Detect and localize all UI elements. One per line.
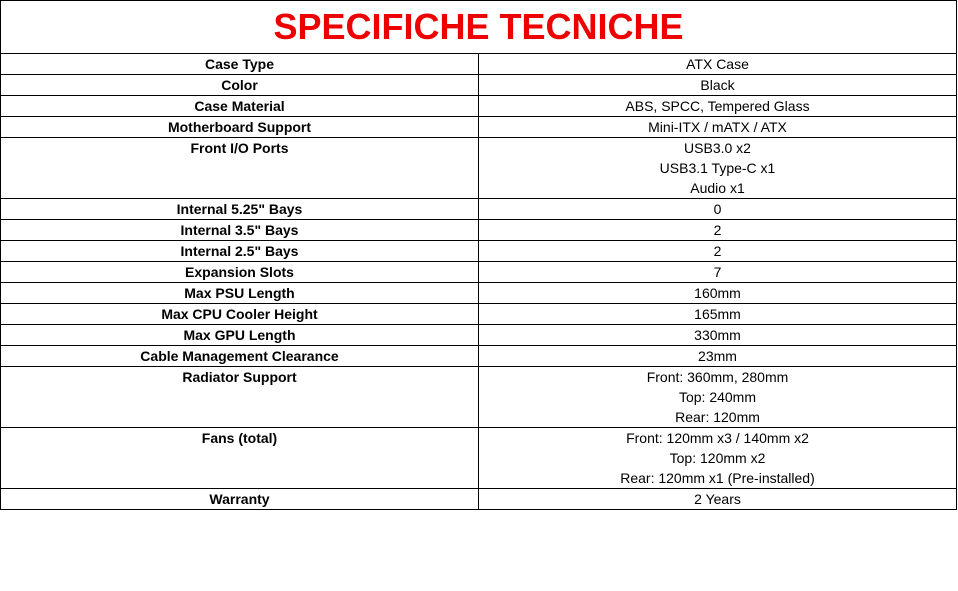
spec-label: Expansion Slots bbox=[1, 262, 479, 283]
spec-row bbox=[1, 325, 957, 346]
spec-row bbox=[1, 367, 957, 428]
spec-value bbox=[479, 262, 957, 283]
spec-row bbox=[1, 346, 957, 367]
spec-value-line: 2 bbox=[713, 222, 722, 238]
spec-value-line: ATX Case bbox=[686, 56, 749, 72]
spec-label: Cable Management Clearance bbox=[1, 346, 479, 367]
spec-value bbox=[479, 367, 957, 428]
spec-value-line: 160mm bbox=[694, 285, 741, 301]
spec-value bbox=[479, 75, 957, 96]
spec-label: Front I/O Ports bbox=[1, 138, 479, 199]
spec-value-line: 0 bbox=[713, 201, 722, 217]
spec-row bbox=[1, 489, 957, 510]
spec-value-line: Front: 120mm x3 / 140mm x2 bbox=[626, 430, 809, 446]
spec-value-line: ABS, SPCC, Tempered Glass bbox=[625, 98, 810, 114]
spec-value-line: USB3.1 Type-C x1 bbox=[659, 160, 776, 176]
spec-row bbox=[1, 75, 957, 96]
spec-value-line: 2 bbox=[713, 243, 722, 259]
spec-row bbox=[1, 199, 957, 220]
spec-value bbox=[479, 54, 957, 75]
spec-label: Fans (total) bbox=[1, 428, 479, 489]
spec-label: Internal 2.5" Bays bbox=[1, 241, 479, 262]
spec-value bbox=[479, 117, 957, 138]
spec-label: Max CPU Cooler Height bbox=[1, 304, 479, 325]
page-title: SPECIFICHE TECNICHE bbox=[1, 1, 957, 54]
spec-value-line: Black bbox=[700, 77, 735, 93]
spec-label: Max GPU Length bbox=[1, 325, 479, 346]
spec-value bbox=[479, 428, 957, 489]
spec-row bbox=[1, 220, 957, 241]
spec-value-line: Mini-ITX / mATX / ATX bbox=[648, 119, 787, 135]
spec-row bbox=[1, 117, 957, 138]
spec-value bbox=[479, 199, 957, 220]
spec-row bbox=[1, 428, 957, 489]
spec-row bbox=[1, 304, 957, 325]
spec-value bbox=[479, 489, 957, 510]
spec-label: Color bbox=[1, 75, 479, 96]
spec-value-line: Audio x1 bbox=[690, 180, 745, 196]
spec-value bbox=[479, 346, 957, 367]
spec-row bbox=[1, 262, 957, 283]
spec-value-line: USB3.0 x2 bbox=[684, 140, 751, 156]
spec-value-line: 23mm bbox=[698, 348, 737, 364]
spec-label: Warranty bbox=[1, 489, 479, 510]
spec-label: Case Type bbox=[1, 54, 479, 75]
spec-label: Max PSU Length bbox=[1, 283, 479, 304]
spec-value-line: Rear: 120mm x1 (Pre-installed) bbox=[620, 470, 815, 486]
spec-value-line: 165mm bbox=[694, 306, 741, 322]
spec-value-line: 7 bbox=[713, 264, 722, 280]
spec-label: Internal 3.5" Bays bbox=[1, 220, 479, 241]
spec-value bbox=[479, 304, 957, 325]
spec-value bbox=[479, 138, 957, 199]
spec-value bbox=[479, 283, 957, 304]
spec-label: Motherboard Support bbox=[1, 117, 479, 138]
spec-value-line: 330mm bbox=[694, 327, 741, 343]
spec-value bbox=[479, 325, 957, 346]
spec-value-line: Rear: 120mm bbox=[675, 409, 760, 425]
spec-row bbox=[1, 96, 957, 117]
spec-value-line: Top: 120mm x2 bbox=[669, 450, 766, 466]
title-row bbox=[1, 1, 957, 54]
spec-row bbox=[1, 138, 957, 199]
spec-value-line: Front: 360mm, 280mm bbox=[646, 369, 789, 385]
spec-value bbox=[479, 220, 957, 241]
spec-row bbox=[1, 283, 957, 304]
spec-value-line: Top: 240mm bbox=[678, 389, 757, 405]
spec-label: Radiator Support bbox=[1, 367, 479, 428]
spec-value bbox=[479, 241, 957, 262]
spec-row bbox=[1, 241, 957, 262]
spec-row bbox=[1, 54, 957, 75]
spec-value-line: 2 Years bbox=[694, 491, 741, 507]
spec-value bbox=[479, 96, 957, 117]
spec-label: Internal 5.25" Bays bbox=[1, 199, 479, 220]
spec-label: Case Material bbox=[1, 96, 479, 117]
